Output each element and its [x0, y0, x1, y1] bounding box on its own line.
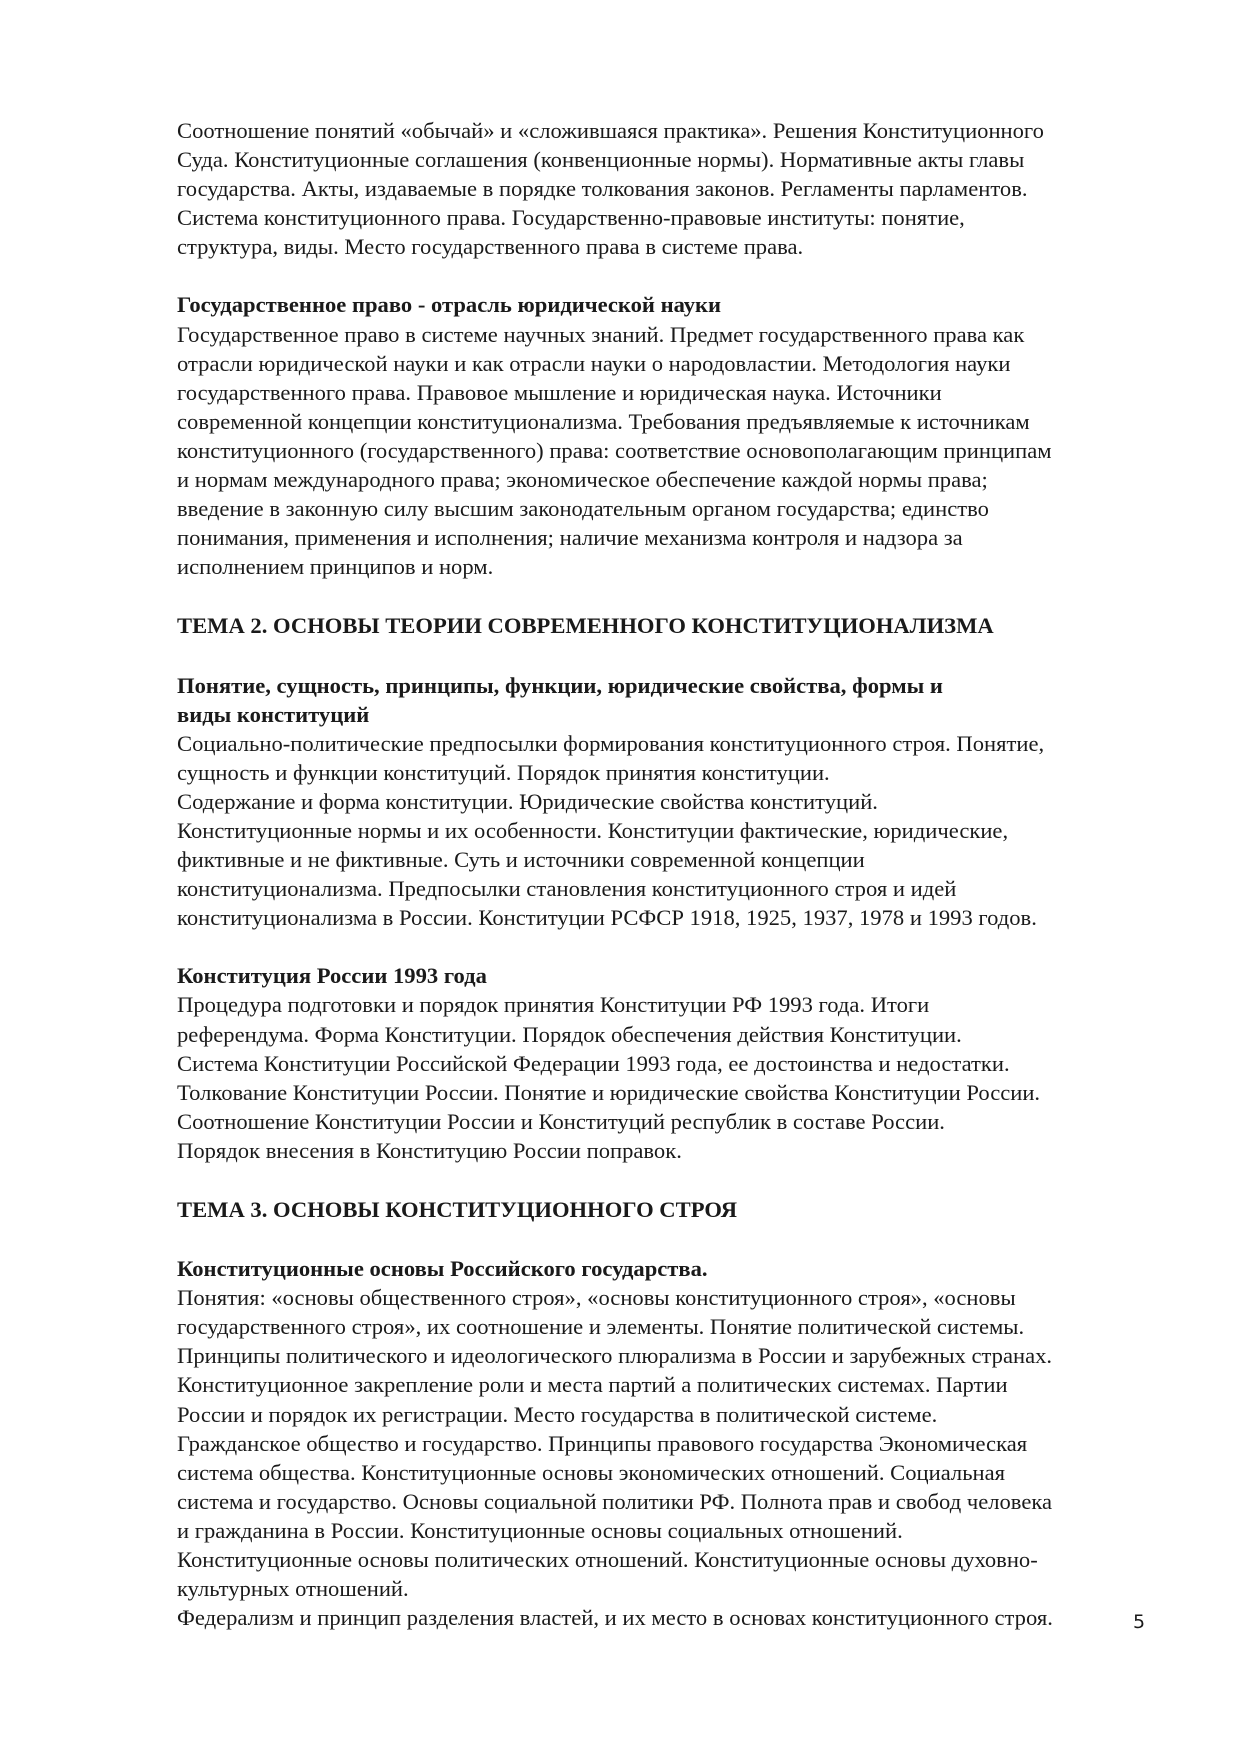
subsection — [177, 671, 1167, 933]
subsection-heading-line: Конституционные основы Российского государства. — [177, 1256, 708, 1282]
text-line: система общества. Конституционные основы экономических отношений. Социальная — [177, 1459, 1006, 1485]
text-line: система и государство. Основы социальной политики РФ. Полнота прав и свобод человека — [177, 1488, 1053, 1514]
text-line: государственного строя», их соотношение и элементы. Понятие политической системы. — [177, 1314, 1025, 1340]
subsection — [177, 1254, 1167, 1632]
text-line: России и порядок их регистрации. Место государства в политической системе. — [177, 1401, 938, 1427]
paragraph-spacer — [177, 1165, 1167, 1195]
text-line: Соотношение понятий «обычай» и «сложившаяся практика». Решения Конституционного — [177, 118, 1044, 143]
text-line: Социально-политические предпосылки формирования конституционного строя. Понятие, — [177, 730, 1045, 756]
text-line: конституционализма. Предпосылки становления конституционного строя и идей — [177, 876, 957, 902]
subsection-heading-line: Конституция России 1993 года — [177, 963, 487, 989]
text-line: Понятия: «основы общественного строя», «основы конституционного строя», «основы — [177, 1285, 1016, 1311]
subsection-heading-line: Государственное право - отрасль юридической науки — [177, 292, 722, 318]
text-line: Конституционные основы политических отношений. Конституционные основы духовно- — [177, 1547, 1038, 1573]
text-line: конституционализма в России. Конституции РСФСР 1918, 1925, 1937, 1978 и 1993 годов. — [177, 905, 1037, 931]
text-line: сущность и функции конституций. Порядок принятия конституции. — [177, 759, 830, 785]
text-line: Соотношение Конституции России и Конституций республик в составе России. — [177, 1108, 945, 1134]
text-line: Суда. Конституционные соглашения (конвенционные нормы). Нормативные акты главы — [177, 147, 1025, 173]
text-line: Гражданское общество и государство. Принципы правового государства Экономическая — [177, 1430, 1028, 1456]
text-line: Система Конституции Российской Федерации 1993 года, ее достоинства и недостатки. — [177, 1050, 1010, 1076]
text-line: Принципы политического и идеологического плюрализма в России и зарубежных странах. — [177, 1343, 1053, 1369]
theme-heading: ТЕМА 3. ОСНОВЫ КОНСТИТУЦИОННОГО СТРОЯ — [177, 1197, 738, 1222]
text-line: Содержание и форма конституции. Юридические свойства конституций. — [177, 788, 878, 814]
text-line: и гражданина в России. Конституционные основы социальных отношений. — [177, 1517, 903, 1543]
subsection — [177, 961, 1167, 1165]
subsection — [177, 290, 1167, 581]
text-line: Толкование Конституции России. Понятие и юридические свойства Конституции России. — [177, 1079, 1041, 1105]
theme-block — [177, 1195, 1167, 1224]
text-line: понимания, применения и исполнения; наличие механизма контроля и надзора за — [177, 525, 963, 551]
paragraph-spacer — [177, 261, 1167, 290]
paragraph-spacer — [177, 641, 1167, 671]
paragraph-spacer — [177, 1224, 1167, 1254]
text-line: фиктивные и не фиктивные. Суть и источники современной концепции — [177, 847, 865, 873]
text-line: государственного права. Правовое мышление и юридическая наука. Источники — [177, 379, 942, 405]
text-line: референдума. Форма Конституции. Порядок обеспечения действия Конституции. — [177, 1021, 962, 1047]
theme-block — [177, 611, 1167, 640]
text-line: введение в законную силу высшим законодательным органом государства; единство — [177, 496, 989, 522]
subsection-heading-line: Понятие, сущность, принципы, функции, юридические свойства, формы и — [177, 672, 943, 698]
text-line: культурных отношений. — [177, 1576, 409, 1602]
text-line: конституционного (государственного) права: соответствие основополагающим принципам — [177, 437, 1052, 463]
subsection-heading-line: виды конституций — [177, 701, 370, 727]
text-line: Государственное право в системе научных знаний. Предмет государственного права как — [177, 321, 1025, 347]
paragraph-spacer — [177, 581, 1167, 611]
page-number: 5 — [1133, 1611, 1146, 1633]
text-line: Конституционное закрепление роли и места партий а политических системах. Партии — [177, 1372, 1008, 1398]
text-line: структура, виды. Место государственного права в системе права. — [177, 234, 804, 260]
text-line: государства. Акты, издаваемые в порядке толкования законов. Регламенты парламентов. — [177, 176, 1028, 202]
text-line: отрасли юридической науки и как отрасли науки о народовластии. Методология науки — [177, 350, 1011, 376]
text-line: Федерализм и принцип разделения властей, и их место в основах конституционного строя. — [177, 1605, 1053, 1631]
paragraph — [177, 116, 1167, 261]
text-line: Система конституционного права. Государственно-правовые институты: понятие, — [177, 205, 965, 231]
theme-heading: ТЕМА 2. ОСНОВЫ ТЕОРИИ СОВРЕМЕННОГО КОНСТИТУЦИОНАЛИЗМА — [177, 613, 994, 639]
text-line: исполнением принципов и норм. — [177, 554, 494, 580]
text-line: Порядок внесения в Конституцию России поправок. — [177, 1137, 682, 1163]
document-body — [177, 116, 1167, 1632]
text-line: Процедура подготовки и порядок принятия Конституции РФ 1993 года. Итоги — [177, 992, 930, 1018]
text-line: и нормам международного права; экономическое обеспечение каждой нормы права; — [177, 467, 988, 493]
text-line: Конституционные нормы и их особенности. Конституции фактические, юридические, — [177, 817, 1009, 843]
paragraph-spacer — [177, 932, 1167, 961]
text-line: современной концепции конституционализма. Требования предъявляемые к источникам — [177, 408, 1030, 434]
